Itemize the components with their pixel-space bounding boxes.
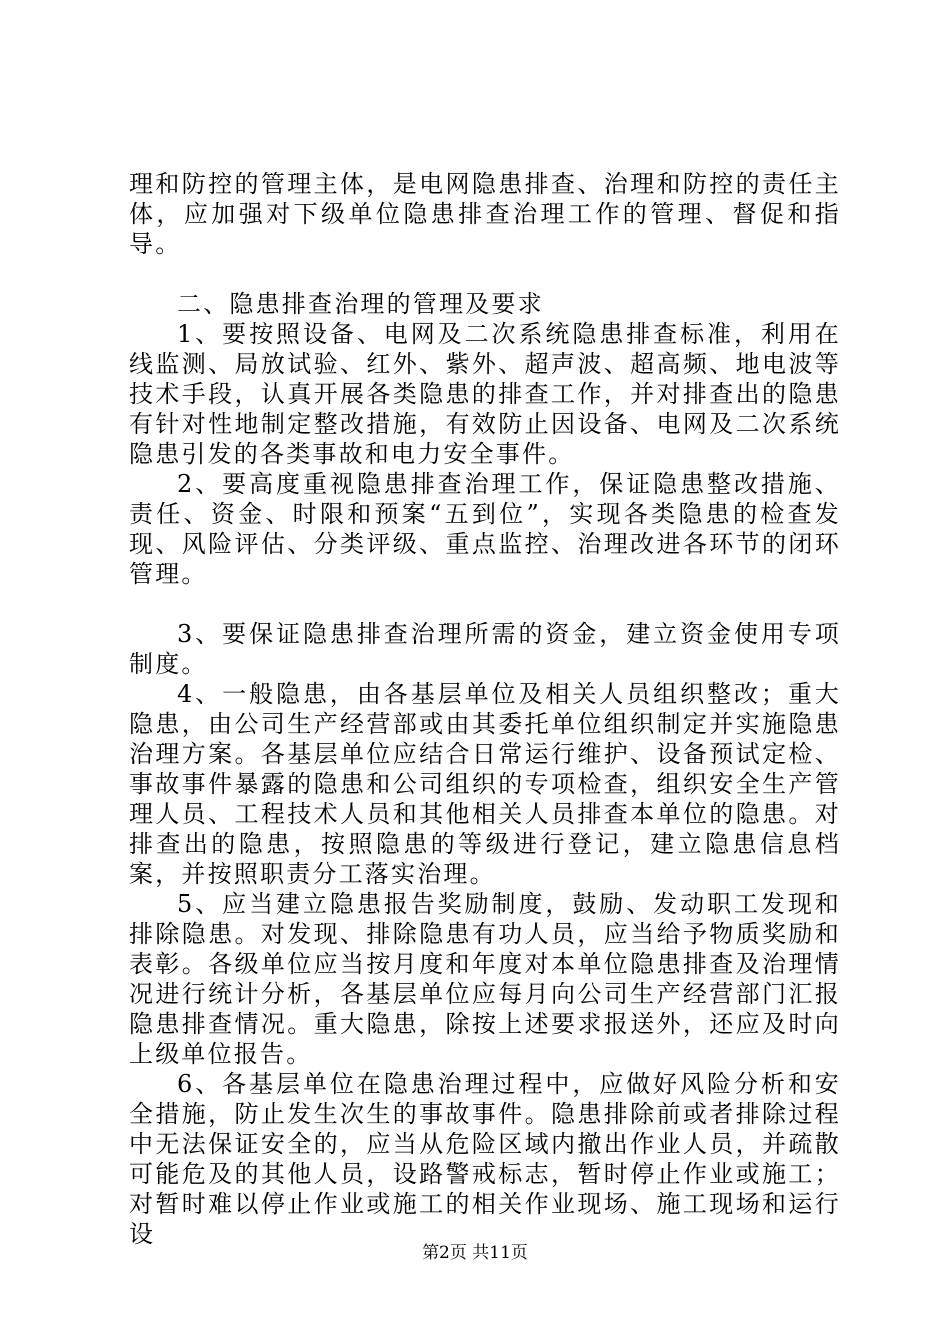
document-body <box>129 169 841 1249</box>
paragraph-item-3: 3、要保证隐患排查治理所需的资金，建立资金使用专项制度。 <box>129 620 841 678</box>
page-footer <box>0 1241 950 1265</box>
paragraph-item-5: 5、应当建立隐患报告奖励制度，鼓励、发动职工发现和排除隐患。对发现、排除隐患有功人员，应当给予物质奖励和表彰。各级单位应当按月度和年度对本单位隐患排查及治理情况进行统计分析，各基层单位应每月向公司生产经营部门汇报隐患排查情况。重大隐患，除按上述要求报送外，还应及时向上级单位报告。 <box>129 890 841 1068</box>
paragraph-continuation: 理和防控的管理主体，是电网隐患排查、治理和防控的责任主体，应加强对下级单位隐患排查治理工作的管理、督促和指导。 <box>129 170 841 258</box>
paragraph-item-2: 2、要高度重视隐患排查治理工作，保证隐患整改措施、责任、资金、时限和预案“五到位”，实现各类隐患的检查发现、风险评估、分类评级、重点监控、治理改进各环节的闭环管理。 <box>129 470 841 588</box>
paragraph-item-6: 6、各基层单位在隐患治理过程中，应做好风险分析和安全措施，防止发生次生的事故事件。隐患排除前或者排除过程中无法保证安全的，应当从危险区域内撤出作业人员，并疏散可能危及的其他人员，设路警戒标志，暂时停止作业或施工；对暂时难以停止作业或施工的相关作业现场、施工现场和运行设 <box>129 1070 841 1248</box>
paragraph-item-1: 1、要按照设备、电网及二次系统隐患排查标准，利用在线监测、局放试验、红外、紫外、超声波、超高频、地电波等技术手段，认真开展各类隐患的排查工作，并对排查出的隐患有针对性地制定整改措施，有效防止因设备、电网及二次系统隐患引发的各类事故和电力安全事件。 <box>129 320 841 468</box>
paragraph-item-4: 4、一般隐患，由各基层单位及相关人员组织整改；重大隐患，由公司生产经营部或由其委托单位组织制定并实施隐患治理方案。各基层单位应结合日常运行维护、设备预试定检、事故事件暴露的隐患和公司组织的专项检查，组织安全生产管理人员、工程技术人员和其他相关人员排查本单位的隐患。对排查出的隐患，按照隐患的等级进行登记，建立隐患信息档案，并按照职责分工落实治理。 <box>129 680 841 888</box>
page-number: 第2页 共11页 <box>422 1243 528 1263</box>
section-heading: 二、隐患排查治理的管理及要求 <box>177 290 544 318</box>
